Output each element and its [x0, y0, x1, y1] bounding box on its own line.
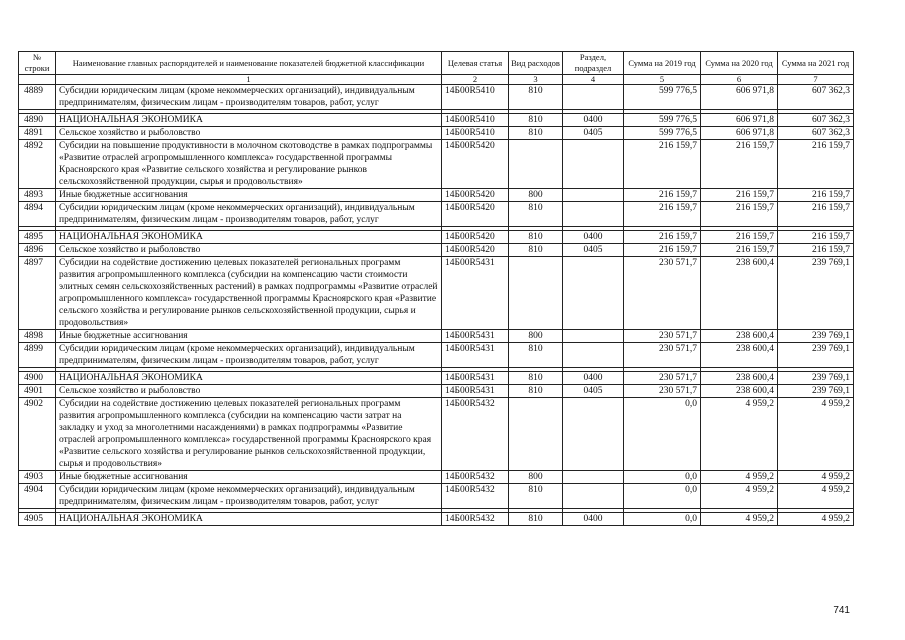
- column-number-row: [19, 75, 854, 85]
- section-cell: [563, 257, 624, 330]
- row-number-cell: 4900: [19, 372, 56, 385]
- expense-type-cell: 810: [509, 85, 563, 110]
- row-number-cell: 4896: [19, 244, 56, 257]
- target-article-cell: 14Б00R5431: [442, 372, 509, 385]
- sum-2020-cell: 216 159,7: [701, 202, 778, 227]
- name-cell: Субсидии юридическим лицам (кроме некоммерческих организаций), индивидуальным предпринимателям, физическим лицам - производителям товаров, работ, услуг: [56, 202, 442, 227]
- expense-type-cell: [509, 398, 563, 471]
- expense-type-cell: 810: [509, 372, 563, 385]
- sum-2021-cell: 607 362,3: [778, 114, 854, 127]
- sum-2020-cell: 238 600,4: [701, 343, 778, 368]
- column-number: 2: [442, 75, 509, 85]
- table-row: [19, 385, 854, 398]
- expense-type-cell: [509, 257, 563, 330]
- sum-2020-cell: 606 971,8: [701, 85, 778, 110]
- sum-2019-cell: 230 571,7: [624, 372, 701, 385]
- sum-2021-cell: 4 959,2: [778, 484, 854, 509]
- sum-2019-cell: 230 571,7: [624, 385, 701, 398]
- row-number-cell: 4895: [19, 231, 56, 244]
- target-article-cell: 14Б00R5410: [442, 114, 509, 127]
- target-article-cell: 14Б00R5431: [442, 343, 509, 368]
- sum-2019-cell: 230 571,7: [624, 257, 701, 330]
- table-row: [19, 127, 854, 140]
- sum-2019-cell: 0,0: [624, 471, 701, 484]
- table-row: [19, 513, 854, 526]
- expense-type-cell: 810: [509, 385, 563, 398]
- row-number-cell: 4891: [19, 127, 56, 140]
- sum-2021-cell: 239 769,1: [778, 257, 854, 330]
- row-number-cell: 4890: [19, 114, 56, 127]
- expense-type-cell: [509, 140, 563, 189]
- name-cell: НАЦИОНАЛЬНАЯ ЭКОНОМИКА: [56, 114, 442, 127]
- name-cell: Субсидии юридическим лицам (кроме некоммерческих организаций), индивидуальным предпринимателям, физическим лицам - производителям товаров, работ, услуг: [56, 343, 442, 368]
- name-cell: НАЦИОНАЛЬНАЯ ЭКОНОМИКА: [56, 513, 442, 526]
- name-cell: Сельское хозяйство и рыболовство: [56, 385, 442, 398]
- row-number-cell: 4898: [19, 330, 56, 343]
- name-cell: Субсидии юридическим лицам (кроме некоммерческих организаций), индивидуальным предпринимателям, физическим лицам - производителям товаров, работ, услуг: [56, 85, 442, 110]
- target-article-cell: 14Б00R5420: [442, 202, 509, 227]
- header-cell-row-number: № строки: [19, 52, 56, 75]
- sum-2019-cell: 0,0: [624, 513, 701, 526]
- column-number: 1: [56, 75, 442, 85]
- header-cell-sum-2021: Сумма на 2021 год: [778, 52, 854, 75]
- sum-2020-cell: 4 959,2: [701, 398, 778, 471]
- expense-type-cell: 810: [509, 231, 563, 244]
- sum-2020-cell: 216 159,7: [701, 140, 778, 189]
- target-article-cell: 14Б00R5431: [442, 330, 509, 343]
- table-row: [19, 484, 854, 509]
- sum-2021-cell: 239 769,1: [778, 330, 854, 343]
- expense-type-cell: 810: [509, 513, 563, 526]
- target-article-cell: 14Б00R5420: [442, 244, 509, 257]
- expense-type-cell: 810: [509, 114, 563, 127]
- name-cell: Субсидии на повышение продуктивности в молочном скотоводстве в рамках подпрограммы «Развитие отраслей агропромышленного комплекса» государственной программы Красноярского края «Развитие сельского хозяйства и регулирование рынков сельскохозяйственной продукции, сырья и продовольствия»: [56, 140, 442, 189]
- table-row: [19, 189, 854, 202]
- sum-2021-cell: 216 159,7: [778, 231, 854, 244]
- table-header-row: [19, 52, 854, 75]
- sum-2021-cell: 216 159,7: [778, 140, 854, 189]
- expense-type-cell: 810: [509, 484, 563, 509]
- section-cell: [563, 140, 624, 189]
- section-cell: [563, 85, 624, 110]
- sum-2019-cell: 216 159,7: [624, 244, 701, 257]
- header-cell-name: Наименование главных распорядителей и наименование показателей бюджетной классификации: [56, 52, 442, 75]
- row-number-cell: 4893: [19, 189, 56, 202]
- header-cell-section: Раздел, подраздел: [563, 52, 624, 75]
- expense-type-cell: 810: [509, 202, 563, 227]
- sum-2019-cell: 599 776,5: [624, 85, 701, 110]
- section-cell: [563, 343, 624, 368]
- expense-type-cell: 810: [509, 343, 563, 368]
- sum-2021-cell: 4 959,2: [778, 471, 854, 484]
- section-cell: 0405: [563, 127, 624, 140]
- row-number-cell: 4899: [19, 343, 56, 368]
- table-body: [19, 85, 854, 526]
- page-number: 741: [833, 605, 850, 616]
- table-row: [19, 471, 854, 484]
- column-number: 5: [624, 75, 701, 85]
- sum-2021-cell: 239 769,1: [778, 385, 854, 398]
- section-cell: [563, 202, 624, 227]
- section-cell: [563, 330, 624, 343]
- sum-2019-cell: 216 159,7: [624, 189, 701, 202]
- section-cell: 0405: [563, 244, 624, 257]
- sum-2021-cell: 4 959,2: [778, 398, 854, 471]
- name-cell: Сельское хозяйство и рыболовство: [56, 127, 442, 140]
- sum-2020-cell: 238 600,4: [701, 330, 778, 343]
- row-number-cell: 4892: [19, 140, 56, 189]
- header-cell-sum-2020: Сумма на 2020 год: [701, 52, 778, 75]
- target-article-cell: 14Б00R5410: [442, 127, 509, 140]
- table-row: [19, 372, 854, 385]
- sum-2021-cell: 239 769,1: [778, 343, 854, 368]
- target-article-cell: 14Б00R5431: [442, 257, 509, 330]
- sum-2020-cell: 606 971,8: [701, 114, 778, 127]
- sum-2019-cell: 216 159,7: [624, 202, 701, 227]
- section-cell: 0400: [563, 372, 624, 385]
- row-number-cell: 4903: [19, 471, 56, 484]
- name-cell: НАЦИОНАЛЬНАЯ ЭКОНОМИКА: [56, 372, 442, 385]
- sum-2021-cell: 239 769,1: [778, 372, 854, 385]
- target-article-cell: 14Б00R5410: [442, 85, 509, 110]
- target-article-cell: 14Б00R5420: [442, 231, 509, 244]
- sum-2020-cell: 216 159,7: [701, 231, 778, 244]
- sum-2020-cell: 606 971,8: [701, 127, 778, 140]
- table-row: [19, 85, 854, 110]
- target-article-cell: 14Б00R5432: [442, 471, 509, 484]
- row-number-cell: 4904: [19, 484, 56, 509]
- column-number: 4: [563, 75, 624, 85]
- sum-2020-cell: 4 959,2: [701, 484, 778, 509]
- row-number-cell: 4889: [19, 85, 56, 110]
- sum-2020-cell: 216 159,7: [701, 189, 778, 202]
- table-row: [19, 398, 854, 471]
- expense-type-cell: 810: [509, 127, 563, 140]
- section-cell: [563, 398, 624, 471]
- row-number-cell: 4901: [19, 385, 56, 398]
- table-row: [19, 244, 854, 257]
- sum-2020-cell: 238 600,4: [701, 372, 778, 385]
- sum-2020-cell: 238 600,4: [701, 385, 778, 398]
- column-number: 3: [509, 75, 563, 85]
- section-cell: [563, 471, 624, 484]
- table-row: [19, 140, 854, 189]
- table-row: [19, 231, 854, 244]
- name-cell: Иные бюджетные ассигнования: [56, 189, 442, 202]
- header-cell-target-article: Целевая статья: [442, 52, 509, 75]
- name-cell: НАЦИОНАЛЬНАЯ ЭКОНОМИКА: [56, 231, 442, 244]
- section-cell: [563, 189, 624, 202]
- sum-2019-cell: 230 571,7: [624, 330, 701, 343]
- sum-2021-cell: 607 362,3: [778, 127, 854, 140]
- section-cell: 0400: [563, 513, 624, 526]
- sum-2019-cell: 216 159,7: [624, 231, 701, 244]
- sum-2020-cell: 216 159,7: [701, 244, 778, 257]
- target-article-cell: 14Б00R5432: [442, 484, 509, 509]
- name-cell: Иные бюджетные ассигнования: [56, 471, 442, 484]
- column-number: 7: [778, 75, 854, 85]
- budget-table: [18, 51, 854, 526]
- table-row: [19, 257, 854, 330]
- table-row: [19, 114, 854, 127]
- expense-type-cell: 800: [509, 330, 563, 343]
- target-article-cell: 14Б00R5432: [442, 513, 509, 526]
- name-cell: Субсидии на содействие достижению целевых показателей региональных программ развития агропромышленного комплекса (субсидии на компенсацию части затрат на закладку и уход за многолетними насаждениями) в рамках подпрограммы «Развитие отраслей агропромышленного комплекса» государственной программы Красноярского края «Развитие сельского хозяйства и регулирование рынков сельскохозяйственной продукции, сырья и продовольствия»: [56, 398, 442, 471]
- header-cell-expense-type: Вид расходов: [509, 52, 563, 75]
- column-number: [19, 75, 56, 85]
- name-cell: Иные бюджетные ассигнования: [56, 330, 442, 343]
- sum-2019-cell: 0,0: [624, 484, 701, 509]
- sum-2021-cell: 216 159,7: [778, 202, 854, 227]
- section-cell: 0405: [563, 385, 624, 398]
- sum-2019-cell: 0,0: [624, 398, 701, 471]
- expense-type-cell: 810: [509, 244, 563, 257]
- row-number-cell: 4897: [19, 257, 56, 330]
- row-number-cell: 4894: [19, 202, 56, 227]
- column-number: 6: [701, 75, 778, 85]
- sum-2020-cell: 238 600,4: [701, 257, 778, 330]
- section-cell: [563, 484, 624, 509]
- row-number-cell: 4902: [19, 398, 56, 471]
- sum-2019-cell: 599 776,5: [624, 114, 701, 127]
- name-cell: Субсидии на содействие достижению целевых показателей региональных программ развития агропромышленного комплекса (субсидии на компенсацию части стоимости элитных семян сельскохозяйственных растений) в рамках подпрограммы «Развитие отраслей агропромышленного комплекса» государственной программы Красноярского края «Развитие сельского хозяйства и регулирование рынков сельскохозяйственной продукции, сырья и продовольствия»: [56, 257, 442, 330]
- sum-2021-cell: 216 159,7: [778, 189, 854, 202]
- sum-2019-cell: 230 571,7: [624, 343, 701, 368]
- sum-2020-cell: 4 959,2: [701, 513, 778, 526]
- target-article-cell: 14Б00R5420: [442, 140, 509, 189]
- name-cell: Субсидии юридическим лицам (кроме некоммерческих организаций), индивидуальным предпринимателям, физическим лицам - производителям товаров, работ, услуг: [56, 484, 442, 509]
- sum-2021-cell: 4 959,2: [778, 513, 854, 526]
- table-row: [19, 343, 854, 368]
- expense-type-cell: 800: [509, 471, 563, 484]
- sum-2020-cell: 4 959,2: [701, 471, 778, 484]
- target-article-cell: 14Б00R5431: [442, 385, 509, 398]
- table-row: [19, 330, 854, 343]
- section-cell: 0400: [563, 114, 624, 127]
- target-article-cell: 14Б00R5432: [442, 398, 509, 471]
- name-cell: Сельское хозяйство и рыболовство: [56, 244, 442, 257]
- header-cell-sum-2019: Сумма на 2019 год: [624, 52, 701, 75]
- sum-2021-cell: 216 159,7: [778, 244, 854, 257]
- sum-2019-cell: 216 159,7: [624, 140, 701, 189]
- expense-type-cell: 800: [509, 189, 563, 202]
- target-article-cell: 14Б00R5420: [442, 189, 509, 202]
- section-cell: 0400: [563, 231, 624, 244]
- sum-2021-cell: 607 362,3: [778, 85, 854, 110]
- table-row: [19, 202, 854, 227]
- row-number-cell: 4905: [19, 513, 56, 526]
- sum-2019-cell: 599 776,5: [624, 127, 701, 140]
